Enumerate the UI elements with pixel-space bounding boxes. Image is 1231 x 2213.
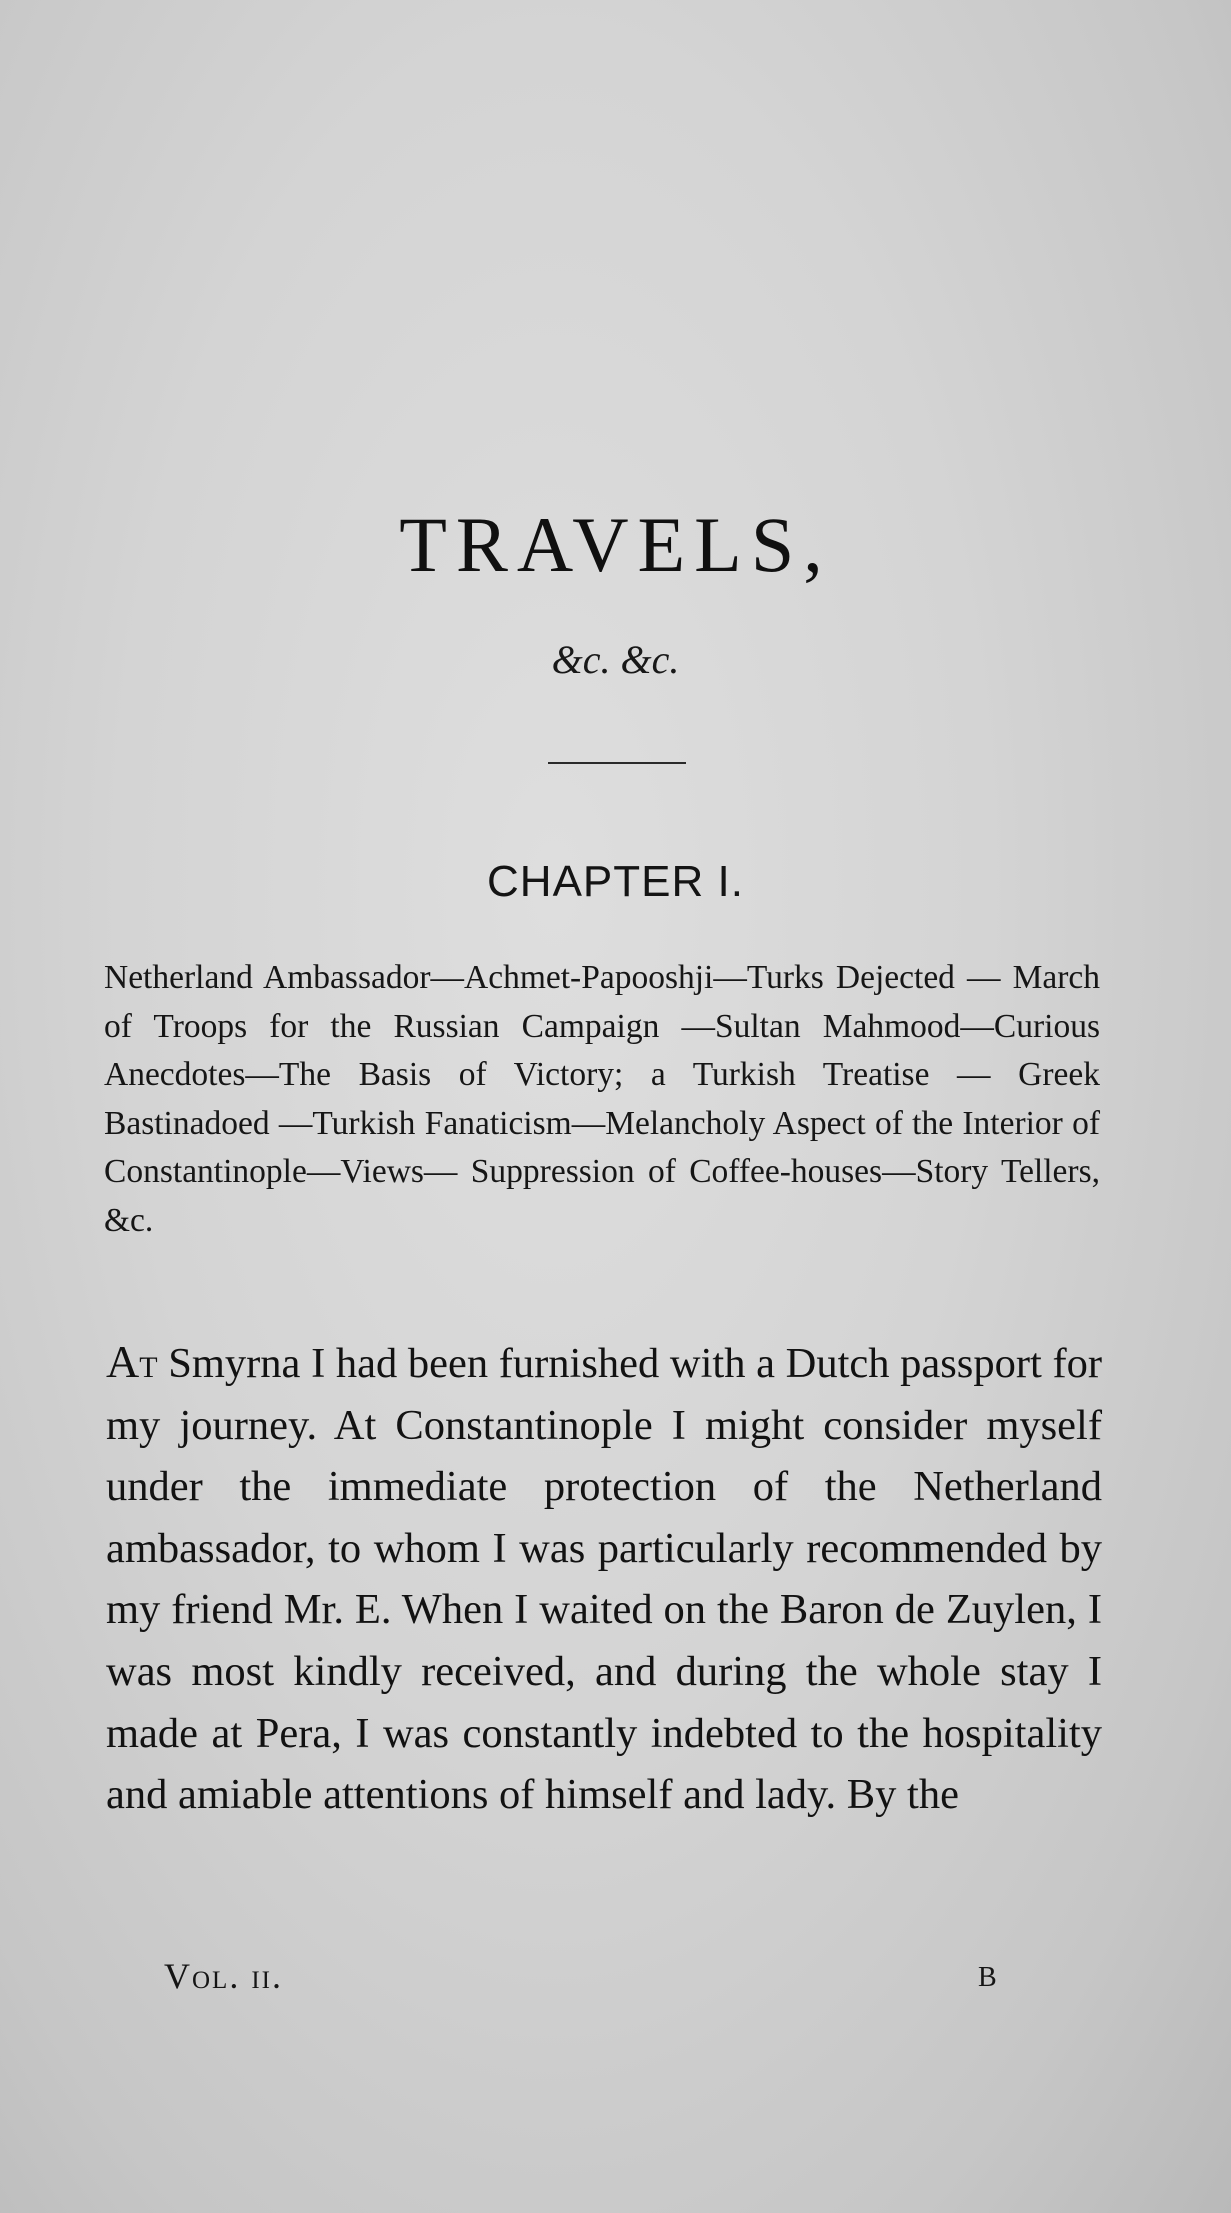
chapter-heading: CHAPTER I. [487,857,744,906]
body-text: Smyrna I had been furnished with a Dutch passport for my journey. At Constantinople I might consider myself under the immediate protection of the Netherland ambassador, to whom I was particularly recommended by my friend Mr. E. When I waited on the Baron de Zuylen, I was most kindly received, and during the whole stay I made at Pera, I was constantly indebted to the hospitality and amiable attentions of himself and lady. By the [106,1340,1102,1819]
divider-rule [548,762,686,764]
body-paragraph [106,1331,1102,1826]
volume-label: Vol. ii. [164,1956,283,1996]
page-title: TRAVELS, [399,501,832,588]
page-subtitle: &c. &c. [551,637,680,682]
signature-mark: B [978,1962,997,1993]
lead-smallcaps: t [139,1340,158,1387]
chapter-summary: Netherland Ambassador—Achmet-Papooshji—Turks Dejected — March of Troops for the Russian Campaign —Sultan Mahmood—Curious Anecdotes—The Basis of Victory; a Turkish Treatise — Greek Bastinadoed —Turkish Fanaticism—Melancholy Aspect of the Interior of Constantinople—Views— Suppression of Coffee-houses—Story Tellers, &c. [104,959,1100,1239]
lead-letter: A [106,1336,140,1387]
